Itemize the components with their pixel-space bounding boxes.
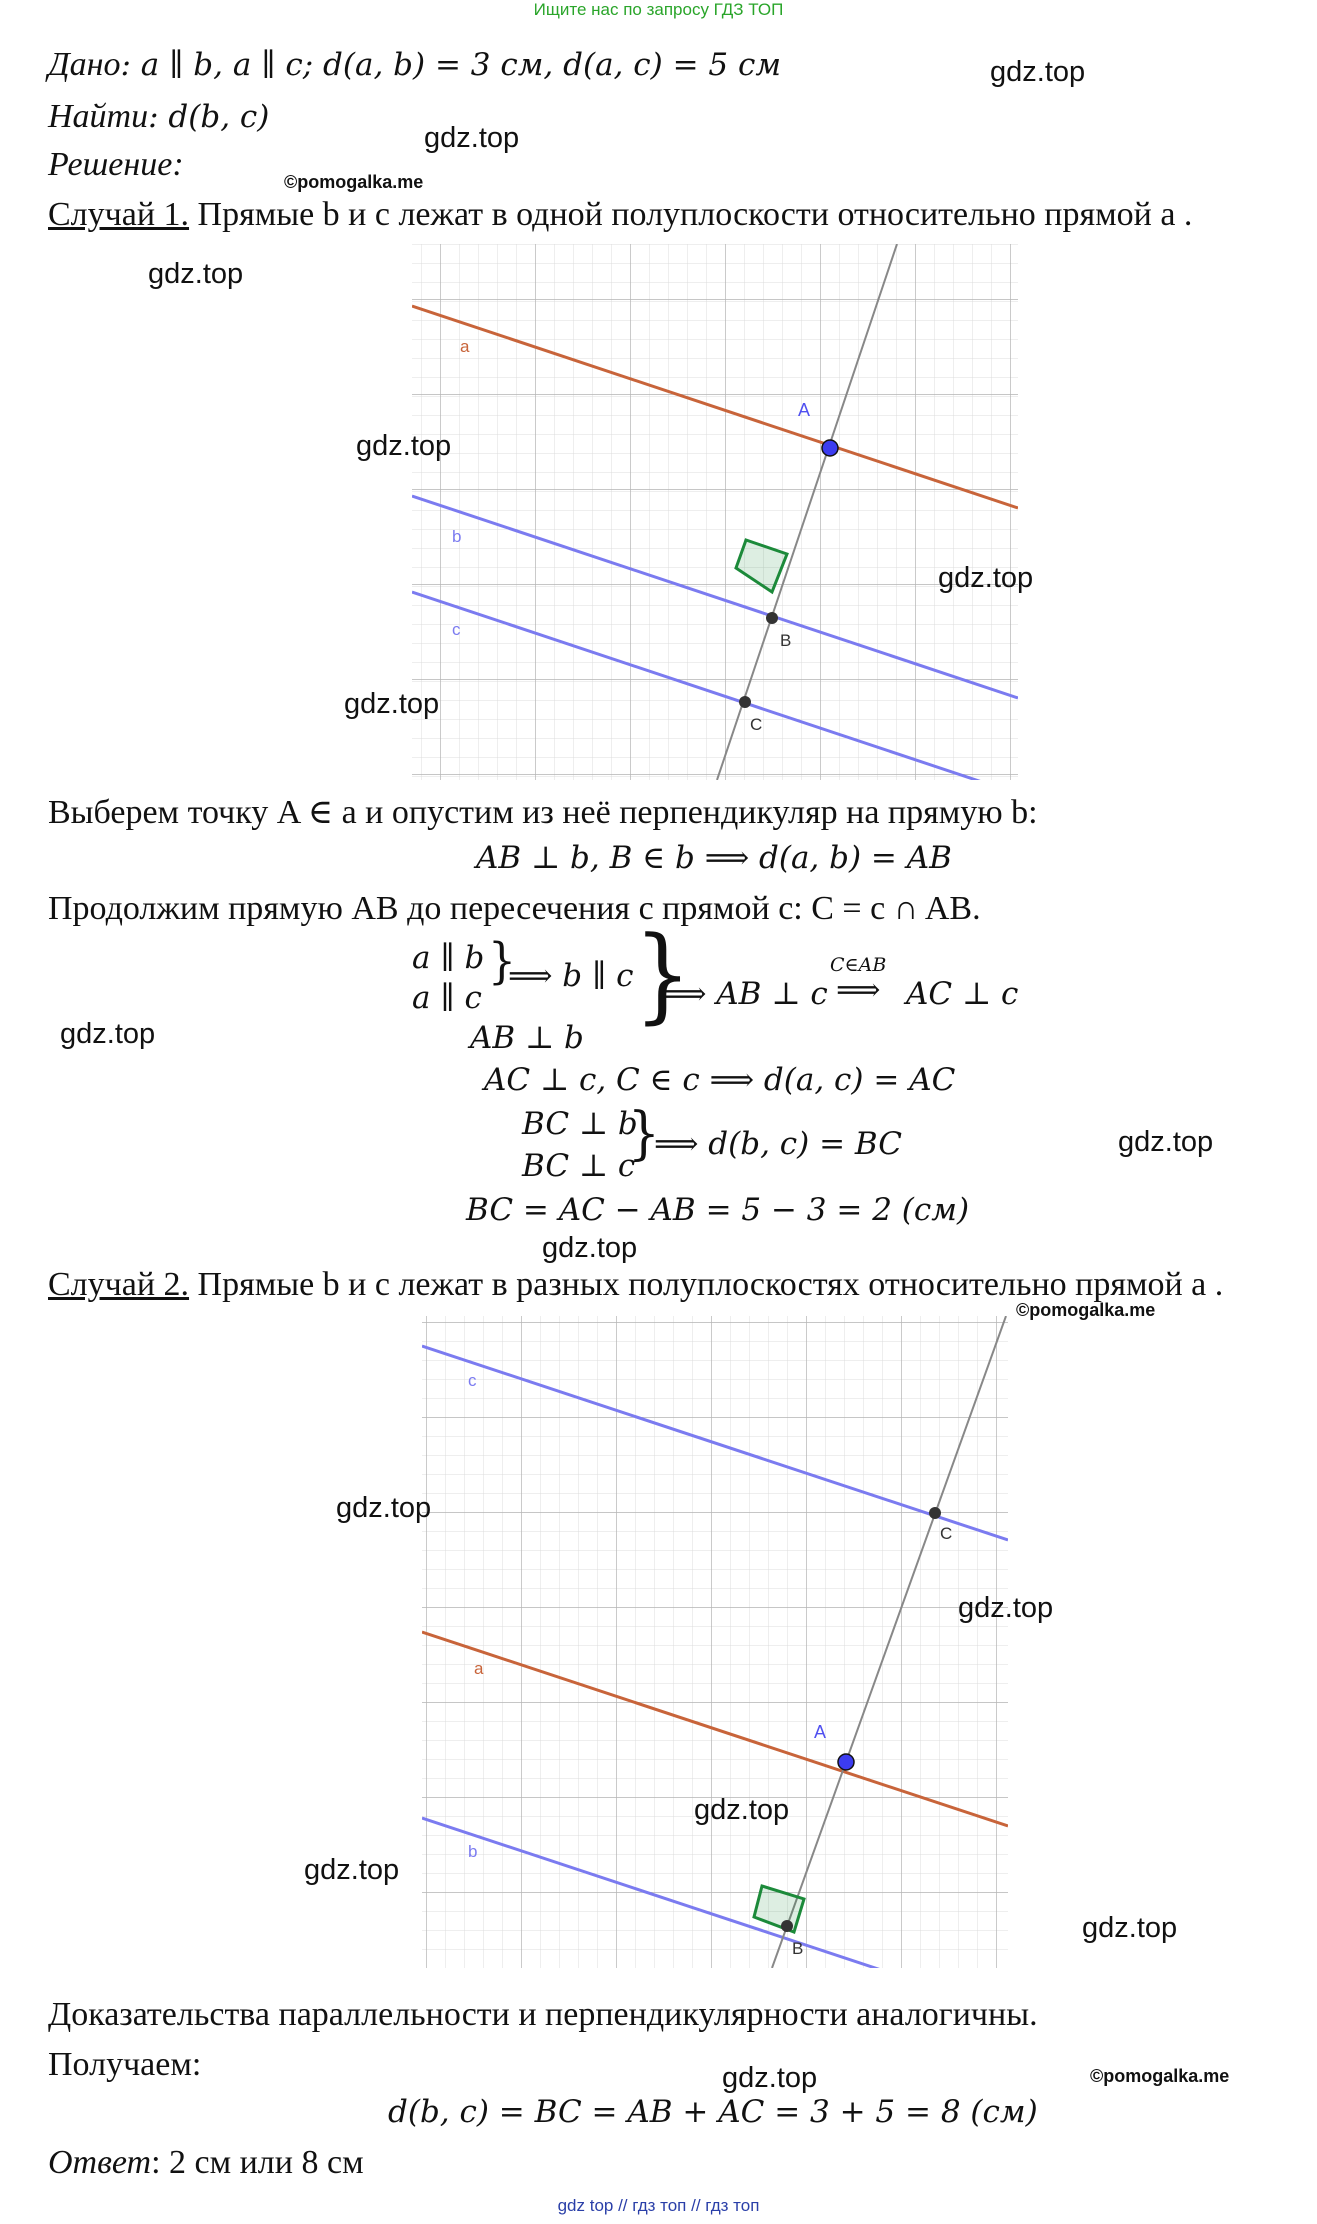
case2-heading: [48, 1266, 1223, 1304]
sys1-b: a ∥ c: [412, 980, 482, 1016]
answer-line: [48, 2144, 364, 2182]
label-b: b: [452, 527, 462, 546]
given-line: [48, 46, 781, 84]
step-2: AB ⊥ b, B ∈ b ⟹ d(a, b) = AB: [476, 840, 952, 876]
label-C: C: [750, 715, 763, 734]
sys1-final: ⟹ AB ⊥ c: [662, 976, 828, 1012]
sys1-c: AB ⊥ b: [470, 1020, 584, 1056]
solution-label: Решение:: [48, 146, 184, 183]
watermark-gdz: gdz.top: [336, 1492, 432, 1524]
step-3: Продолжим прямую AB до пересечения с прямой c: C = c ∩ AB.: [48, 890, 981, 927]
label-b-2: b: [468, 1842, 478, 1861]
find-label: Найти: [48, 98, 149, 135]
label-c: c: [452, 620, 461, 639]
watermark-gdz: gdz.top: [722, 2062, 818, 2094]
label-B: B: [780, 631, 792, 650]
sys1-arrow: ⟹: [836, 972, 881, 1008]
sys1-a: a ∥ b: [412, 940, 485, 976]
watermark-gdz: gdz.top: [990, 56, 1086, 88]
label-A-2: A: [814, 1722, 827, 1742]
case1-text: Прямые b и c лежат в одной полуплоскости относительно прямой a .: [189, 196, 1193, 233]
sys1-inner-brace: }: [488, 933, 516, 990]
watermark-gdz: gdz.top: [424, 122, 520, 154]
find-line: [48, 98, 269, 136]
watermark-gdz: gdz.top: [356, 430, 452, 462]
watermark-pomogalka: ©pomogalka.me: [1016, 1300, 1156, 1320]
given-text: : a ∥ b, a ∥ c; d(a, b) = 3 см, d(a, c) = 5 см: [120, 47, 782, 83]
top-banner[interactable]: Ищите нас по запросу ГДЗ ТОП: [533, 0, 784, 19]
find-text: : d(b, c): [148, 99, 270, 135]
answer-label: Ответ: [48, 2144, 152, 2181]
step-5: BC = AC − AB = 5 − 3 = 2 (см): [466, 1192, 970, 1228]
point-C: [739, 696, 751, 708]
figure-case1: [412, 244, 1018, 780]
answer-text: : 2 см или 8 см: [151, 2144, 364, 2181]
point-A: [822, 440, 838, 456]
case2-text: Прямые b и c лежат в разных полуплоскостях относительно прямой a .: [189, 1266, 1224, 1303]
sys1-over: C∈AB: [830, 954, 887, 976]
point-C-2: [929, 1507, 941, 1519]
given-label: Дано: [48, 46, 121, 83]
watermark-gdz: gdz.top: [1082, 1912, 1178, 1944]
figure-case2: [422, 1316, 1008, 1968]
label-C-2: C: [940, 1524, 953, 1543]
step-6: Доказательства параллельности и перпендикулярности аналогичны.: [48, 1996, 1038, 2033]
watermark-gdz: gdz.top: [694, 1794, 790, 1826]
sys2-result: ⟹ d(b, c) = BC: [654, 1126, 902, 1162]
step-8: d(b, c) = BC = AB + AC = 3 + 5 = 8 (см): [388, 2094, 1038, 2130]
watermark-gdz: gdz.top: [344, 688, 440, 720]
point-B-2: [781, 1920, 793, 1932]
watermark-gdz: gdz.top: [60, 1018, 156, 1050]
sys2-brace: }: [628, 1099, 660, 1167]
point-A-2: [838, 1754, 854, 1770]
step-4: AC ⊥ c, C ∈ c ⟹ d(a, c) = AC: [484, 1062, 956, 1098]
sys1-last: AC ⊥ c: [906, 976, 1019, 1012]
label-c-2: c: [468, 1371, 477, 1390]
watermark-gdz: gdz.top: [542, 1232, 638, 1264]
sys1-result: ⟹ b ∥ c: [508, 958, 634, 994]
watermark-gdz: gdz.top: [1118, 1126, 1214, 1158]
label-B-2: B: [792, 1939, 804, 1958]
case1-heading: [48, 196, 1192, 234]
label-a: a: [460, 337, 470, 356]
grid-major-2: [422, 1316, 1008, 1968]
watermark-gdz: gdz.top: [148, 258, 244, 290]
step-1: Выберем точку A ∈ a и опустим из неё перпендикуляр на прямую b:: [48, 794, 1038, 831]
grid-major: [412, 244, 1018, 780]
step-7: Получаем:: [48, 2046, 202, 2083]
watermark-gdz: gdz.top: [938, 562, 1034, 594]
case2-label: Случай 2.: [48, 1266, 190, 1303]
footer-links[interactable]: gdz top // гдз топ // гдз топ: [557, 2196, 760, 2215]
watermark-gdz: gdz.top: [304, 1854, 400, 1886]
sys1-outer-brace: }: [634, 914, 692, 1035]
label-a-2: a: [474, 1659, 484, 1678]
watermark-gdz: gdz.top: [958, 1592, 1054, 1624]
watermark-pomogalka: ©pomogalka.me: [1090, 2066, 1230, 2086]
sys2-b: BC ⊥ c: [522, 1148, 636, 1184]
sys2-a: BC ⊥ b: [522, 1106, 638, 1142]
case1-label: Случай 1.: [48, 196, 190, 233]
watermark-pomogalka: ©pomogalka.me: [284, 172, 424, 192]
point-B: [766, 612, 778, 624]
label-A: A: [798, 400, 811, 420]
